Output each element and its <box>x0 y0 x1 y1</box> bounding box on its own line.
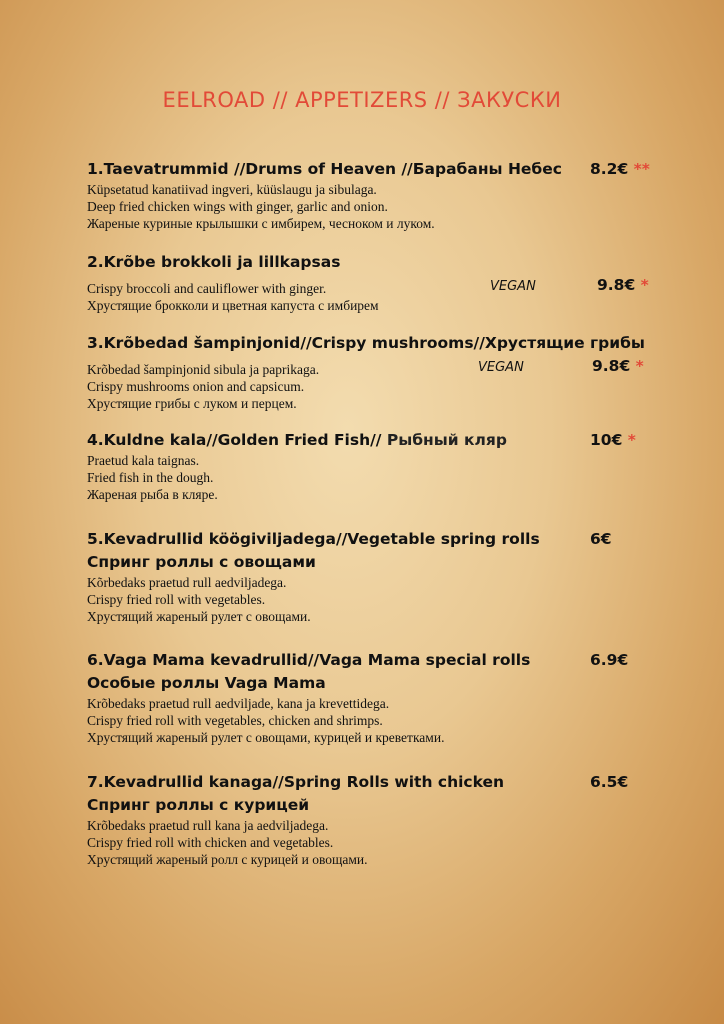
item-description <box>87 695 667 746</box>
item-price <box>590 160 650 178</box>
desc-line-et: Praetud kala taignas. <box>87 453 200 468</box>
item-description <box>87 817 667 868</box>
menu-item-1 <box>87 158 667 232</box>
star-mark: * <box>640 276 649 294</box>
star-mark: * <box>627 431 636 449</box>
price-value: 6€ <box>590 530 612 548</box>
item-description <box>87 452 667 503</box>
item-price <box>590 431 636 449</box>
item-name-ru: Особые роллы Vaga Mama <box>87 674 326 692</box>
price-value: 6.5€ <box>590 773 629 791</box>
item-description <box>87 181 667 232</box>
desc-line-ru: Хрустящие грибы с луком и перцем. <box>87 396 297 411</box>
item-name: 3.Krõbedad šampinjonid//Crispy mushrooms//Хрустящие грибы <box>87 334 645 352</box>
desc-line-et: Krõbedaks praetud rull aedviljade, kana ja krevettidega. <box>87 696 390 711</box>
item-price <box>597 276 649 294</box>
price-value: 8.2€ <box>590 160 629 178</box>
item-name <box>87 429 667 452</box>
desc-line-ru: Хрустящий жареный рулет с овощами. <box>87 609 311 624</box>
item-name: 2.Krõbe brokkoli ja lillkapsas <box>87 253 341 271</box>
item-name-ru: Рыбный кляр <box>386 431 507 449</box>
desc-line-en: Crispy broccoli and cauliflower with ginger. <box>87 281 327 296</box>
price-value: 9.8€ <box>592 357 631 375</box>
desc-line-en: Deep fried chicken wings with ginger, garlic and onion. <box>87 199 388 214</box>
price-value: 6.9€ <box>590 651 629 669</box>
item-name-ru: Спринг роллы с овощами <box>87 553 316 571</box>
desc-line-en: Fried fish in the dough. <box>87 470 214 485</box>
menu-item-7 <box>87 771 667 868</box>
star-mark: * <box>635 357 644 375</box>
item-price <box>592 357 644 375</box>
item-name-ru: Спринг роллы с курицей <box>87 796 310 814</box>
desc-line-en: Crispy mushrooms onion and capsicum. <box>87 379 305 394</box>
item-price <box>590 651 628 669</box>
item-price <box>590 530 612 548</box>
menu-item-3 <box>87 332 667 412</box>
item-name: 7.Kevadrullid kanaga//Spring Rolls with chicken <box>87 773 505 791</box>
item-name: 1.Taevatrummid //Drums of Heaven //Барабаны Небес <box>87 160 562 178</box>
item-description <box>87 280 667 314</box>
item-name: 5.Kevadrullid köögiviljadega//Vegetable spring rolls <box>87 530 540 548</box>
vegan-label: VEGAN <box>478 360 524 375</box>
price-value: 10€ <box>590 431 623 449</box>
desc-line-ru: Хрустящий жареный рулет с овощами, курицей и креветками. <box>87 730 445 745</box>
menu-item-4 <box>87 429 667 503</box>
price-value: 9.8€ <box>597 276 636 294</box>
desc-line-et: Krõbedad šampinjonid sibula ja paprikaga. <box>87 362 320 377</box>
menu-item-6 <box>87 649 667 746</box>
desc-line-ru: Жареная рыба в кляре. <box>87 487 218 502</box>
vegan-label: VEGAN <box>490 279 536 294</box>
desc-line-en: Crispy fried roll with vegetables, chicken and shrimps. <box>87 713 383 728</box>
item-price <box>590 773 628 791</box>
desc-line-ru: Хрустящие брокколи и цветная капуста с имбирем <box>87 298 379 313</box>
item-name-main: 4.Kuldne kala//Golden Fried Fish// <box>87 431 382 449</box>
item-description <box>87 361 667 412</box>
page-title: EELROAD // APPETIZERS // ЗАКУСКИ <box>162 88 562 112</box>
desc-line-et: Kõrbedaks praetud rull aedviljadega. <box>87 575 287 590</box>
desc-line-ru: Жареные куриные крылышки с имбирем, чесноком и луком. <box>87 216 435 231</box>
desc-line-et: Krõbedaks praetud rull kana ja aedviljadega. <box>87 818 329 833</box>
desc-line-en: Crispy fried roll with vegetables. <box>87 592 266 607</box>
desc-line-ru: Хрустящий жареный ролл с курицей и овощами. <box>87 852 368 867</box>
item-description <box>87 574 667 625</box>
menu-item-2 <box>87 251 667 314</box>
star-mark: ** <box>633 160 650 178</box>
item-name: 6.Vaga Mama kevadrullid//Vaga Mama special rolls <box>87 651 531 669</box>
desc-line-et: Küpsetatud kanatiivad ingveri, küüslaugu ja sibulaga. <box>87 182 377 197</box>
menu-item-5 <box>87 528 667 625</box>
desc-line-en: Crispy fried roll with chicken and vegetables. <box>87 835 334 850</box>
